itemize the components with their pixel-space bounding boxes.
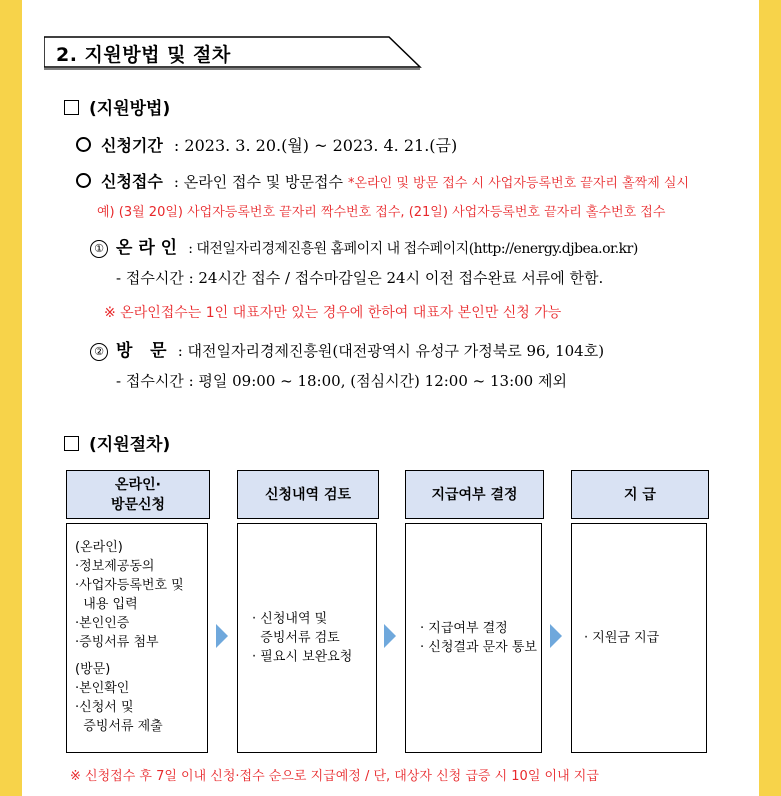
step-header-review-label: 신청내역 검토 xyxy=(264,486,352,503)
section-heading xyxy=(44,36,414,68)
step-body-apply-visit-item: ·신청서 및 xyxy=(75,700,134,715)
period-row xyxy=(76,133,457,156)
section-title: 2. 지원방법 및 절차 xyxy=(56,44,231,66)
receipt-value: : 온라인 접수 및 방문접수 xyxy=(173,173,343,191)
step-header-payment xyxy=(571,470,709,519)
step-body-apply-online-item: 내용 입력 xyxy=(75,597,138,612)
visit-value: : 대전일자리경제진흥원(대전광역시 유성구 가정북로 96, 104호) xyxy=(177,342,605,360)
circled-number-2: ② xyxy=(90,343,108,361)
receipt-note-1: *온라인 및 방문 접수 시 사업자등록번호 끝자리 홀짝제 실시 xyxy=(348,176,689,191)
step-body-review-item: · 신청내역 및 xyxy=(252,611,328,627)
visit-row xyxy=(90,336,604,361)
receipt-row xyxy=(76,169,689,192)
step-body-apply-online-item: ·정보제공동의 xyxy=(75,559,155,574)
receipt-label: 신청접수 xyxy=(101,172,163,191)
step-body-apply-online-item: ·본인인증 xyxy=(75,616,130,631)
method-title: (지원방법) xyxy=(89,99,171,119)
step-body-payment-item: · 지원금 지급 xyxy=(584,630,660,646)
step-header-decision-label: 지급여부 결정 xyxy=(431,486,518,503)
visit-label: 방 문 xyxy=(116,341,167,361)
step-body-apply xyxy=(66,523,208,753)
step-body-apply-visit-item: ·본인확인 xyxy=(75,681,130,696)
step-header-apply-line2: 방문신청 xyxy=(110,496,166,513)
period-label: 신청기간 xyxy=(101,136,163,155)
online-label: 온 라 인 xyxy=(116,238,178,258)
circled-number-1: ① xyxy=(90,240,108,258)
step-body-review xyxy=(237,523,377,753)
step-body-decision-item: · 신청결과 문자 통보 xyxy=(420,640,537,655)
visit-group-label: (방문) xyxy=(75,662,111,677)
step-header-decision xyxy=(405,470,544,519)
method-subheading xyxy=(64,94,170,119)
online-time: - 접수시간 : 24시간 접수 / 접수마감일은 24시 이전 접수완료 서류에 한함. xyxy=(116,269,604,287)
step-header-apply-line1: 온라인· xyxy=(115,476,161,493)
online-value: : 대전일자리경제진흥원 홈페이지 내 접수페이지(http://energy.djbea.or.kr) xyxy=(188,241,638,257)
step-body-review-item: 증빙서류 검토 xyxy=(252,630,340,646)
step-header-review xyxy=(237,470,379,519)
step-body-apply-online-item: ·증빙서류 첨부 xyxy=(75,635,159,650)
flow-arrow-icon xyxy=(384,624,396,648)
step-body-review-item: · 필요시 보완요청 xyxy=(252,649,353,665)
step-body-apply-online-item: ·사업자등록번호 및 xyxy=(75,578,184,593)
ring-bullet-icon xyxy=(76,173,91,188)
footer-note: ※ 신청접수 후 7일 이내 신청·접수 순으로 지급예정 / 단, 대상자 신청 급증 시 10일 이내 지급 xyxy=(70,769,599,784)
step-body-decision-item: · 지급여부 결정 xyxy=(420,621,508,636)
checkbox-square-icon xyxy=(64,100,79,115)
ring-bullet-icon xyxy=(76,137,91,152)
procedure-title: (지원절차) xyxy=(89,435,171,455)
online-row xyxy=(90,233,638,258)
step-body-payment xyxy=(571,523,707,753)
flow-arrow-icon xyxy=(216,624,228,648)
step-body-apply-visit-item: 증빙서류 제출 xyxy=(75,719,163,734)
online-note: ※ 온라인접수는 1인 대표자만 있는 경우에 한하여 대표자 본인만 신청 가능 xyxy=(104,305,562,321)
procedure-subheading xyxy=(64,430,170,455)
receipt-note-2: 예) (3월 20일) 사업자등록번호 끝자리 짝수번호 접수, (21일) 사업자등록번호 끝자리 홀수번호 접수 xyxy=(97,205,666,220)
flow-arrow-icon xyxy=(550,624,562,648)
visit-time: - 접수시간 : 평일 09:00 ~ 18:00, (점심시간) 12:00 ~ 13:00 제외 xyxy=(116,372,567,390)
step-header-payment-label: 지 급 xyxy=(624,486,656,503)
checkbox-square-icon xyxy=(64,436,79,451)
step-body-decision xyxy=(405,523,542,753)
step-header-apply xyxy=(66,470,210,519)
online-group-label: (온라인) xyxy=(75,540,123,555)
period-value: : 2023. 3. 20.(월) ~ 2023. 4. 21.(금) xyxy=(173,136,458,155)
